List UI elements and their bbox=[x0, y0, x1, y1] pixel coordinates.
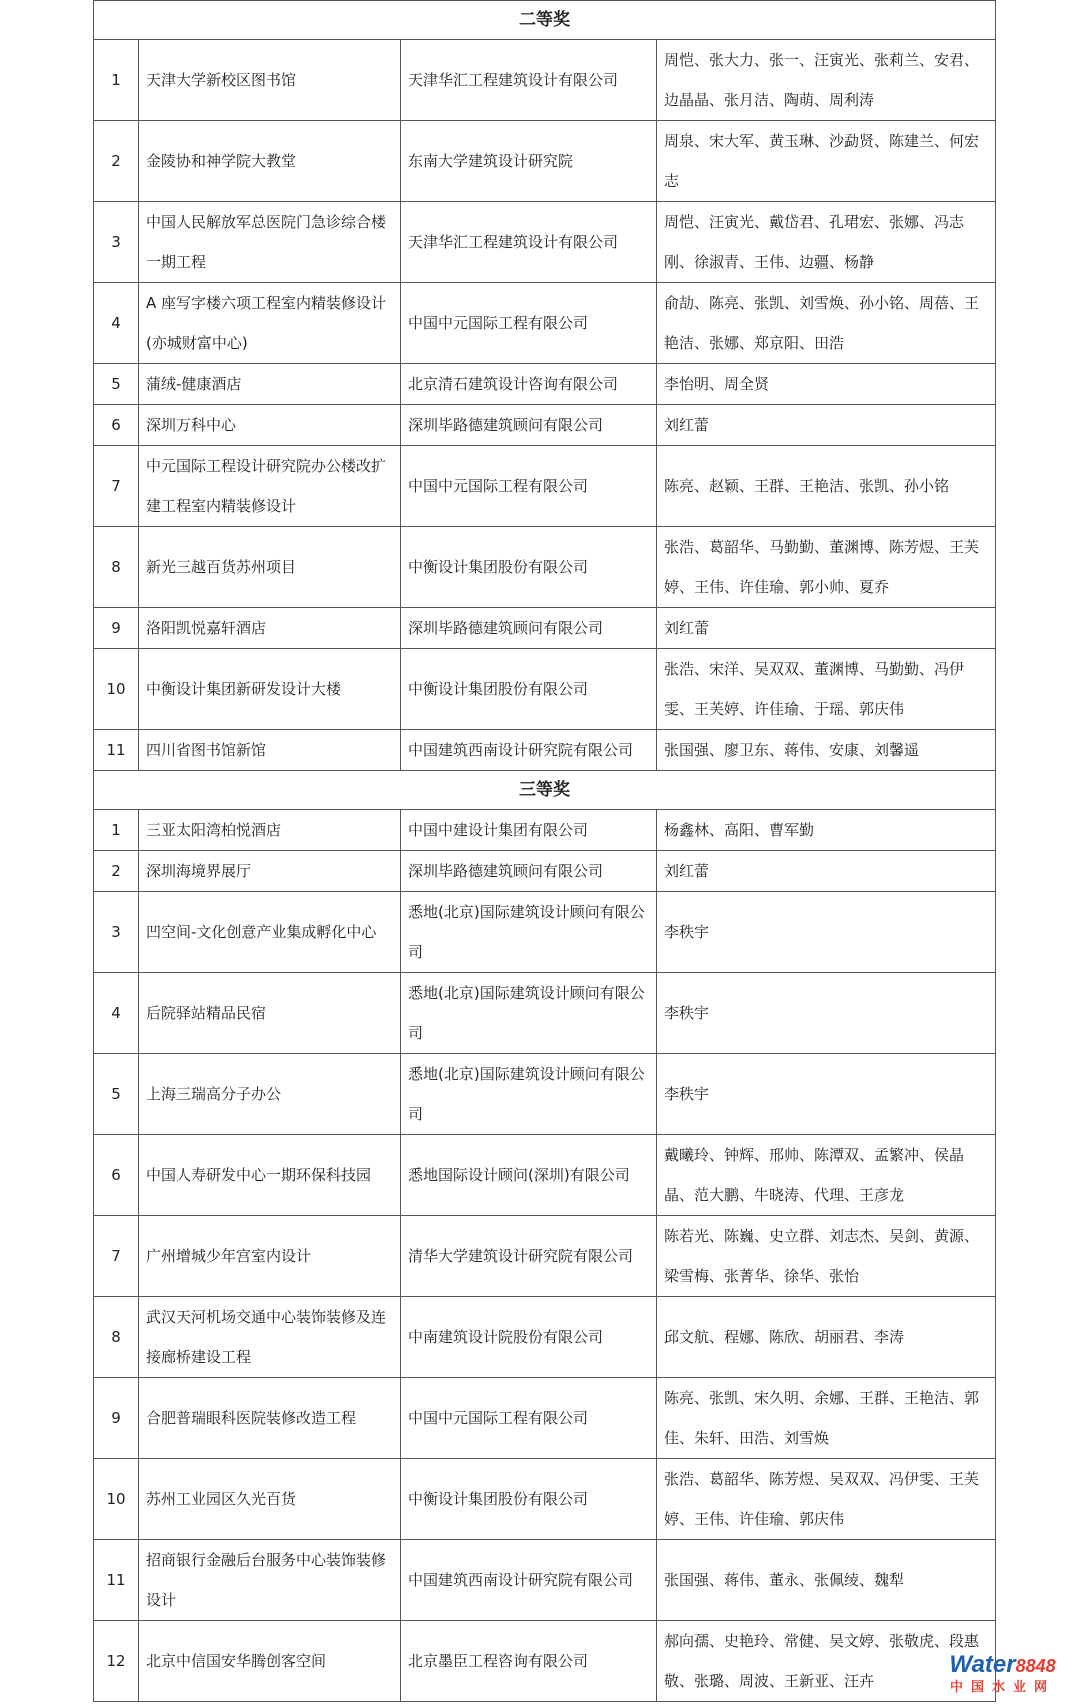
row-number: 9 bbox=[94, 1378, 139, 1459]
project-name-cell: 中元国际工程设计研究院办公楼改扩建工程室内精装修设计 bbox=[139, 446, 401, 527]
team-members-cell: 刘红蕾 bbox=[657, 405, 996, 446]
team-members-cell: 刘红蕾 bbox=[657, 608, 996, 649]
table-row bbox=[94, 40, 996, 121]
row-number: 6 bbox=[94, 405, 139, 446]
project-name-cell: A 座写字楼六项工程室内精装修设计(亦城财富中心) bbox=[139, 283, 401, 364]
team-members-cell: 俞劼、陈亮、张凯、刘雪焕、孙小铭、周蓓、王艳洁、张娜、郑京阳、田浩 bbox=[657, 283, 996, 364]
company-name-cell: 中国中建设计集团有限公司 bbox=[401, 810, 657, 851]
company-name-cell: 天津华汇工程建筑设计有限公司 bbox=[401, 202, 657, 283]
company-name-cell: 深圳毕路德建筑顾问有限公司 bbox=[401, 405, 657, 446]
row-number: 7 bbox=[94, 1216, 139, 1297]
company-name-cell: 中国中元国际工程有限公司 bbox=[401, 446, 657, 527]
project-name-cell: 招商银行金融后台服务中心装饰装修设计 bbox=[139, 1540, 401, 1621]
team-members-cell: 张浩、葛韶华、马勤勤、董渊博、陈芳煜、王芙婷、王伟、许佳瑜、郭小帅、夏乔 bbox=[657, 527, 996, 608]
row-number: 8 bbox=[94, 527, 139, 608]
project-name-cell: 上海三瑞高分子办公 bbox=[139, 1054, 401, 1135]
project-name-cell: 中国人民解放军总医院门急诊综合楼一期工程 bbox=[139, 202, 401, 283]
row-number: 11 bbox=[94, 730, 139, 771]
team-members-cell: 周泉、宋大军、黄玉琳、沙勐贤、陈建兰、何宏志 bbox=[657, 121, 996, 202]
company-name-cell: 悉地(北京)国际建筑设计顾问有限公司 bbox=[401, 1054, 657, 1135]
project-name-cell: 中国人寿研发中心一期环保科技园 bbox=[139, 1135, 401, 1216]
company-name-cell: 中国中元国际工程有限公司 bbox=[401, 283, 657, 364]
table-row bbox=[94, 121, 996, 202]
row-number: 11 bbox=[94, 1540, 139, 1621]
project-name-cell: 洛阳凯悦嘉轩酒店 bbox=[139, 608, 401, 649]
row-number: 3 bbox=[94, 202, 139, 283]
row-number: 4 bbox=[94, 283, 139, 364]
company-name-cell: 清华大学建筑设计研究院有限公司 bbox=[401, 1216, 657, 1297]
team-members-cell: 陈若光、陈巍、史立群、刘志杰、吴剑、黄源、梁雪梅、张菁华、徐华、张怡 bbox=[657, 1216, 996, 1297]
table-row bbox=[94, 202, 996, 283]
table-row bbox=[94, 1054, 996, 1135]
team-members-cell: 张国强、廖卫东、蒋伟、安康、刘馨遥 bbox=[657, 730, 996, 771]
company-name-cell: 北京墨臣工程咨询有限公司 bbox=[401, 1621, 657, 1702]
company-name-cell: 中国中元国际工程有限公司 bbox=[401, 1378, 657, 1459]
row-number: 8 bbox=[94, 1297, 139, 1378]
company-name-cell: 中衡设计集团股份有限公司 bbox=[401, 527, 657, 608]
company-name-cell: 中南建筑设计院股份有限公司 bbox=[401, 1297, 657, 1378]
table-row bbox=[94, 364, 996, 405]
watermark-brand-word: Water bbox=[949, 1651, 1016, 1678]
section-header-row bbox=[94, 1, 996, 40]
team-members-cell: 戴曦玲、钟辉、邢帅、陈潭双、孟繁冲、侯晶晶、范大鹏、牛晓涛、代理、王彦龙 bbox=[657, 1135, 996, 1216]
row-number: 12 bbox=[94, 1621, 139, 1702]
table-row bbox=[94, 730, 996, 771]
project-name-cell: 苏州工业园区久光百货 bbox=[139, 1459, 401, 1540]
team-members-cell: 张浩、宋洋、吴双双、董渊博、马勤勤、冯伊雯、王芙婷、许佳瑜、于瑶、郭庆伟 bbox=[657, 649, 996, 730]
row-number: 1 bbox=[94, 810, 139, 851]
team-members-cell: 刘红蕾 bbox=[657, 851, 996, 892]
company-name-cell: 深圳毕路德建筑顾问有限公司 bbox=[401, 608, 657, 649]
team-members-cell: 张国强、蒋伟、董永、张佩绫、魏犁 bbox=[657, 1540, 996, 1621]
company-name-cell: 中国建筑西南设计研究院有限公司 bbox=[401, 730, 657, 771]
section-title: 二等奖 bbox=[94, 1, 996, 40]
row-number: 7 bbox=[94, 446, 139, 527]
watermark-brand bbox=[935, 1651, 1070, 1680]
company-name-cell: 悉地国际设计顾问(深圳)有限公司 bbox=[401, 1135, 657, 1216]
team-members-cell: 李怡明、周全贤 bbox=[657, 364, 996, 405]
watermark-brand-number: 8848 bbox=[1015, 1656, 1056, 1676]
table-row bbox=[94, 446, 996, 527]
table-row bbox=[94, 1540, 996, 1621]
project-name-cell: 金陵协和神学院大教堂 bbox=[139, 121, 401, 202]
table-row bbox=[94, 283, 996, 364]
project-name-cell: 武汉天河机场交通中心装饰装修及连接廊桥建设工程 bbox=[139, 1297, 401, 1378]
project-name-cell: 四川省图书馆新馆 bbox=[139, 730, 401, 771]
team-members-cell: 陈亮、张凯、宋久明、余娜、王群、王艳洁、郭佳、朱轩、田浩、刘雪焕 bbox=[657, 1378, 996, 1459]
table-row bbox=[94, 810, 996, 851]
project-name-cell: 中衡设计集团新研发设计大楼 bbox=[139, 649, 401, 730]
company-name-cell: 悉地(北京)国际建筑设计顾问有限公司 bbox=[401, 892, 657, 973]
team-members-cell: 邱文航、程娜、陈欣、胡丽君、李涛 bbox=[657, 1297, 996, 1378]
project-name-cell: 北京中信国安华腾创客空间 bbox=[139, 1621, 401, 1702]
row-number: 10 bbox=[94, 649, 139, 730]
project-name-cell: 新光三越百货苏州项目 bbox=[139, 527, 401, 608]
section-title: 三等奖 bbox=[94, 771, 996, 810]
row-number: 2 bbox=[94, 121, 139, 202]
watermark-subtitle: 中国水业网 bbox=[949, 1680, 1055, 1695]
project-name-cell: 合肥普瑞眼科医院装修改造工程 bbox=[139, 1378, 401, 1459]
row-number: 6 bbox=[94, 1135, 139, 1216]
company-name-cell: 中衡设计集团股份有限公司 bbox=[401, 1459, 657, 1540]
table-row bbox=[94, 1459, 996, 1540]
table-row bbox=[94, 973, 996, 1054]
team-members-cell: 郝向孺、史艳玲、常健、吴文婷、张敬虎、段惠敬、张璐、周波、王新亚、汪卉 bbox=[657, 1621, 996, 1702]
row-number: 1 bbox=[94, 40, 139, 121]
project-name-cell: 天津大学新校区图书馆 bbox=[139, 40, 401, 121]
company-name-cell: 天津华汇工程建筑设计有限公司 bbox=[401, 40, 657, 121]
company-name-cell: 东南大学建筑设计研究院 bbox=[401, 121, 657, 202]
company-name-cell: 北京清石建筑设计咨询有限公司 bbox=[401, 364, 657, 405]
row-number: 4 bbox=[94, 973, 139, 1054]
project-name-cell: 凹空间-文化创意产业集成孵化中心 bbox=[139, 892, 401, 973]
table-row bbox=[94, 1297, 996, 1378]
company-name-cell: 悉地(北京)国际建筑设计顾问有限公司 bbox=[401, 973, 657, 1054]
project-name-cell: 三亚太阳湾柏悦酒店 bbox=[139, 810, 401, 851]
row-number: 9 bbox=[94, 608, 139, 649]
project-name-cell: 后院驿站精品民宿 bbox=[139, 973, 401, 1054]
watermark-logo bbox=[935, 1651, 1070, 1701]
team-members-cell: 陈亮、赵颖、王群、王艳洁、张凯、孙小铭 bbox=[657, 446, 996, 527]
project-name-cell: 深圳万科中心 bbox=[139, 405, 401, 446]
company-name-cell: 中衡设计集团股份有限公司 bbox=[401, 649, 657, 730]
row-number: 5 bbox=[94, 1054, 139, 1135]
table-row bbox=[94, 527, 996, 608]
table-row bbox=[94, 1216, 996, 1297]
project-name-cell: 深圳海境界展厅 bbox=[139, 851, 401, 892]
table-row bbox=[94, 1621, 996, 1702]
table-row bbox=[94, 892, 996, 973]
table-row bbox=[94, 1135, 996, 1216]
award-table bbox=[93, 0, 996, 1702]
team-members-cell: 李秩宇 bbox=[657, 1054, 996, 1135]
section-header-row bbox=[94, 771, 996, 810]
project-name-cell: 广州增城少年宫室内设计 bbox=[139, 1216, 401, 1297]
award-table-body bbox=[94, 1, 996, 1702]
team-members-cell: 周恺、张大力、张一、汪寅光、张莉兰、安君、边晶晶、张月洁、陶萌、周利涛 bbox=[657, 40, 996, 121]
row-number: 5 bbox=[94, 364, 139, 405]
project-name-cell: 蒲绒-健康酒店 bbox=[139, 364, 401, 405]
table-row bbox=[94, 1378, 996, 1459]
award-list-page bbox=[93, 0, 995, 1702]
row-number: 10 bbox=[94, 1459, 139, 1540]
team-members-cell: 周恺、汪寅光、戴岱君、孔珺宏、张娜、冯志刚、徐淑青、王伟、边疆、杨静 bbox=[657, 202, 996, 283]
table-row bbox=[94, 608, 996, 649]
team-members-cell: 张浩、葛韶华、陈芳煜、吴双双、冯伊雯、王芙婷、王伟、许佳瑜、郭庆伟 bbox=[657, 1459, 996, 1540]
team-members-cell: 李秩宇 bbox=[657, 973, 996, 1054]
table-row bbox=[94, 405, 996, 446]
table-row bbox=[94, 851, 996, 892]
team-members-cell: 杨鑫林、高阳、曹军勤 bbox=[657, 810, 996, 851]
company-name-cell: 深圳毕路德建筑顾问有限公司 bbox=[401, 851, 657, 892]
row-number: 3 bbox=[94, 892, 139, 973]
table-row bbox=[94, 649, 996, 730]
team-members-cell: 李秩宇 bbox=[657, 892, 996, 973]
company-name-cell: 中国建筑西南设计研究院有限公司 bbox=[401, 1540, 657, 1621]
row-number: 2 bbox=[94, 851, 139, 892]
